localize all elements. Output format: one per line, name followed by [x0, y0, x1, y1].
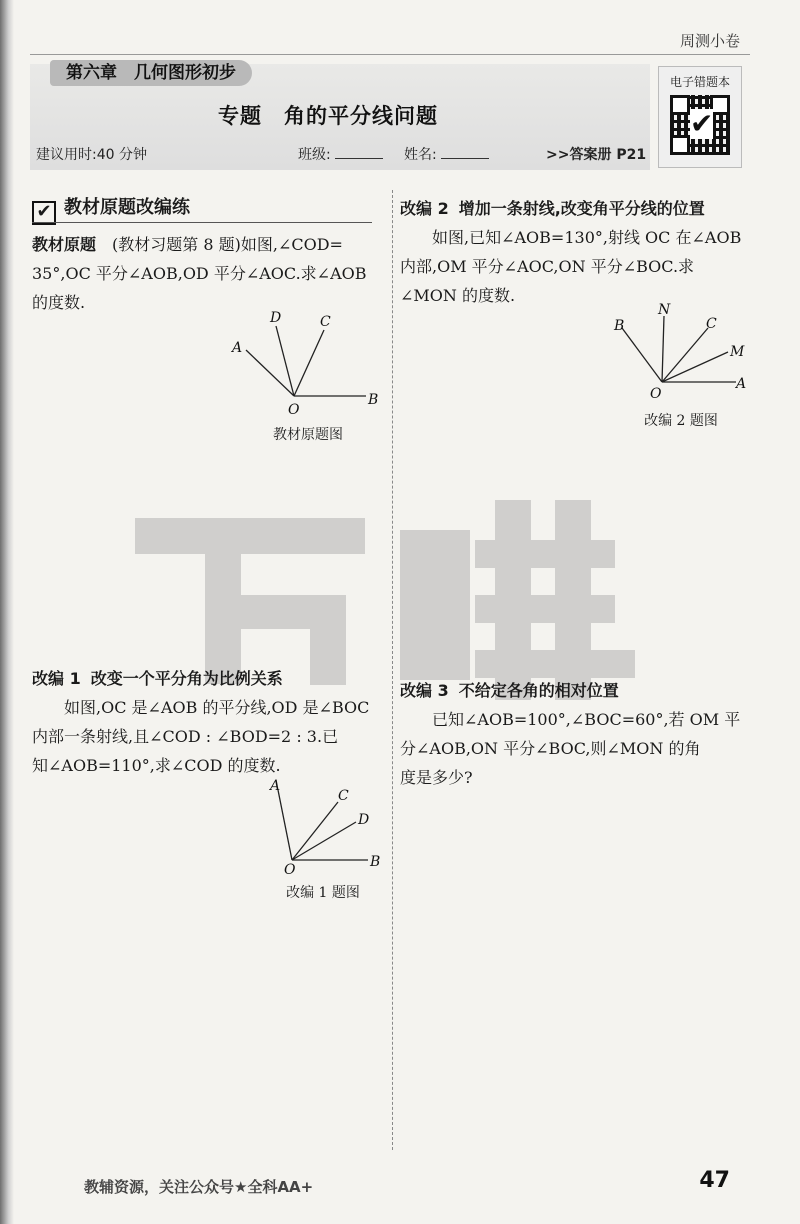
variant1-line-3: 知∠AOB=110°,求∠COD 的度数. [32, 756, 281, 775]
chapter-tab: 第六章 几何图形初步 [50, 60, 252, 86]
point-label-B: B [614, 318, 625, 334]
point-label-D: D [270, 310, 282, 326]
top-rule [30, 54, 750, 55]
variant2-figure [606, 302, 756, 427]
section-underline [32, 222, 372, 223]
variant1-line-1: 如图,OC 是∠AOB 的平分线,OD 是∠BOC [64, 698, 370, 717]
variant1-diagram [258, 776, 388, 876]
point-label-D: D [358, 812, 370, 828]
answer-reference: >>答案册 P21 [546, 147, 647, 163]
checkmark-icon: ✔ [690, 107, 714, 140]
point-label-O: O [288, 402, 300, 418]
variant2-caption: 改编 2 题图 [644, 413, 718, 429]
variant2-line-2: 内部,OM 平分∠AOC,ON 平分∠BOC.求 [400, 257, 695, 276]
variant3-line-2: 分∠AOB,ON 平分∠BOC,则∠MON 的角 [400, 739, 701, 758]
variant2-line-3: ∠MON 的度数. [400, 286, 516, 305]
point-label-A: A [736, 376, 747, 392]
page-binding-edge [0, 0, 14, 1224]
ray-OD [276, 326, 294, 396]
point-label-O: O [650, 386, 662, 402]
variant1-line-2: 内部一条射线,且∠COD : ∠BOD=2 : 3.已 [32, 727, 339, 746]
variant3-problem [400, 676, 754, 792]
suggested-time: 建议用时:40 分钟 [36, 147, 147, 163]
variant1-figure [258, 776, 388, 906]
variant3-label: 改编 3 [400, 681, 449, 700]
variant2-diagram [606, 302, 756, 402]
original-figure [228, 310, 388, 443]
variant3-subtitle: 不给定各角的相对位置 [458, 681, 619, 700]
original-problem [32, 230, 384, 317]
page-number: 47 [699, 1168, 730, 1193]
qr-finder-icon [670, 95, 690, 115]
point-label-N: N [658, 302, 671, 318]
original-line-1 [32, 230, 384, 259]
qr-finder-icon [670, 135, 690, 155]
name-blank [441, 144, 489, 159]
section-heading-text: 教材原题改编练 [64, 197, 190, 218]
ray-OM [662, 352, 728, 382]
variant3-line-1: 已知∠AOB=100°,∠BOC=60°,若 OM 平 [432, 710, 741, 729]
point-label-C: C [320, 314, 331, 330]
checkbox-checked-icon: ✔ [32, 201, 56, 225]
class-label: 班级: [298, 147, 331, 163]
section-heading [32, 193, 372, 223]
ray-ON [662, 316, 664, 382]
point-label-C: C [706, 316, 717, 332]
variant2-subtitle: 增加一条射线,改变角平分线的位置 [458, 199, 705, 218]
point-label-A: A [232, 340, 243, 356]
point-label-C: C [338, 788, 349, 804]
original-line-2: 35°,OC 平分∠AOB,OD 平分∠AOC.求∠AOB [32, 264, 367, 283]
meta-row [36, 144, 646, 166]
qr-code-icon[interactable] [670, 95, 730, 155]
class-field [298, 144, 331, 164]
name-label: 姓名: [404, 147, 437, 163]
variant1-problem [32, 664, 386, 780]
variant1-label: 改编 1 [32, 669, 81, 688]
ray-OC [662, 328, 708, 382]
qr-panel[interactable] [658, 66, 742, 168]
variant1-caption: 改编 1 题图 [286, 885, 360, 901]
variant3-line-3: 度是多少? [400, 768, 473, 787]
variant2-label: 改编 2 [400, 199, 449, 218]
point-label-B: B [368, 392, 379, 408]
point-label-A: A [270, 778, 281, 794]
page-title: 专题 角的平分线问题 [218, 104, 438, 128]
variant2-problem [400, 194, 754, 310]
original-line-3: 的度数. [32, 293, 86, 312]
ray-OC [292, 802, 338, 860]
ray-OD [292, 822, 356, 860]
name-field [404, 144, 437, 164]
original-label: 教材原题 [32, 235, 97, 254]
variant1-subtitle: 改变一个平分角为比例关系 [90, 669, 283, 688]
ray-OB [622, 328, 662, 382]
column-divider [392, 190, 393, 1150]
variant2-line-1: 如图,已知∠AOB=130°,射线 OC 在∠AOB [432, 228, 742, 247]
variant2-heading [400, 194, 754, 223]
original-text-1: 如图,∠COD= [240, 235, 343, 254]
variant3-heading [400, 676, 754, 705]
point-label-B: B [370, 854, 381, 870]
original-source: (教材习题第 8 题) [112, 235, 241, 254]
ray-OA [278, 790, 292, 860]
ray-OC [294, 330, 324, 396]
running-head: 周测小卷 [679, 32, 740, 50]
ray-OA [246, 350, 294, 396]
original-diagram [228, 310, 388, 420]
class-blank [335, 144, 383, 159]
point-label-M: M [730, 344, 745, 360]
point-label-O: O [284, 862, 296, 876]
footer-promo: 教辅资源，关注公众号★全科AA+ [84, 1178, 314, 1196]
variant1-heading [32, 664, 386, 693]
qr-label: 电子错题本 [669, 75, 730, 89]
original-caption: 教材原题图 [273, 427, 343, 443]
